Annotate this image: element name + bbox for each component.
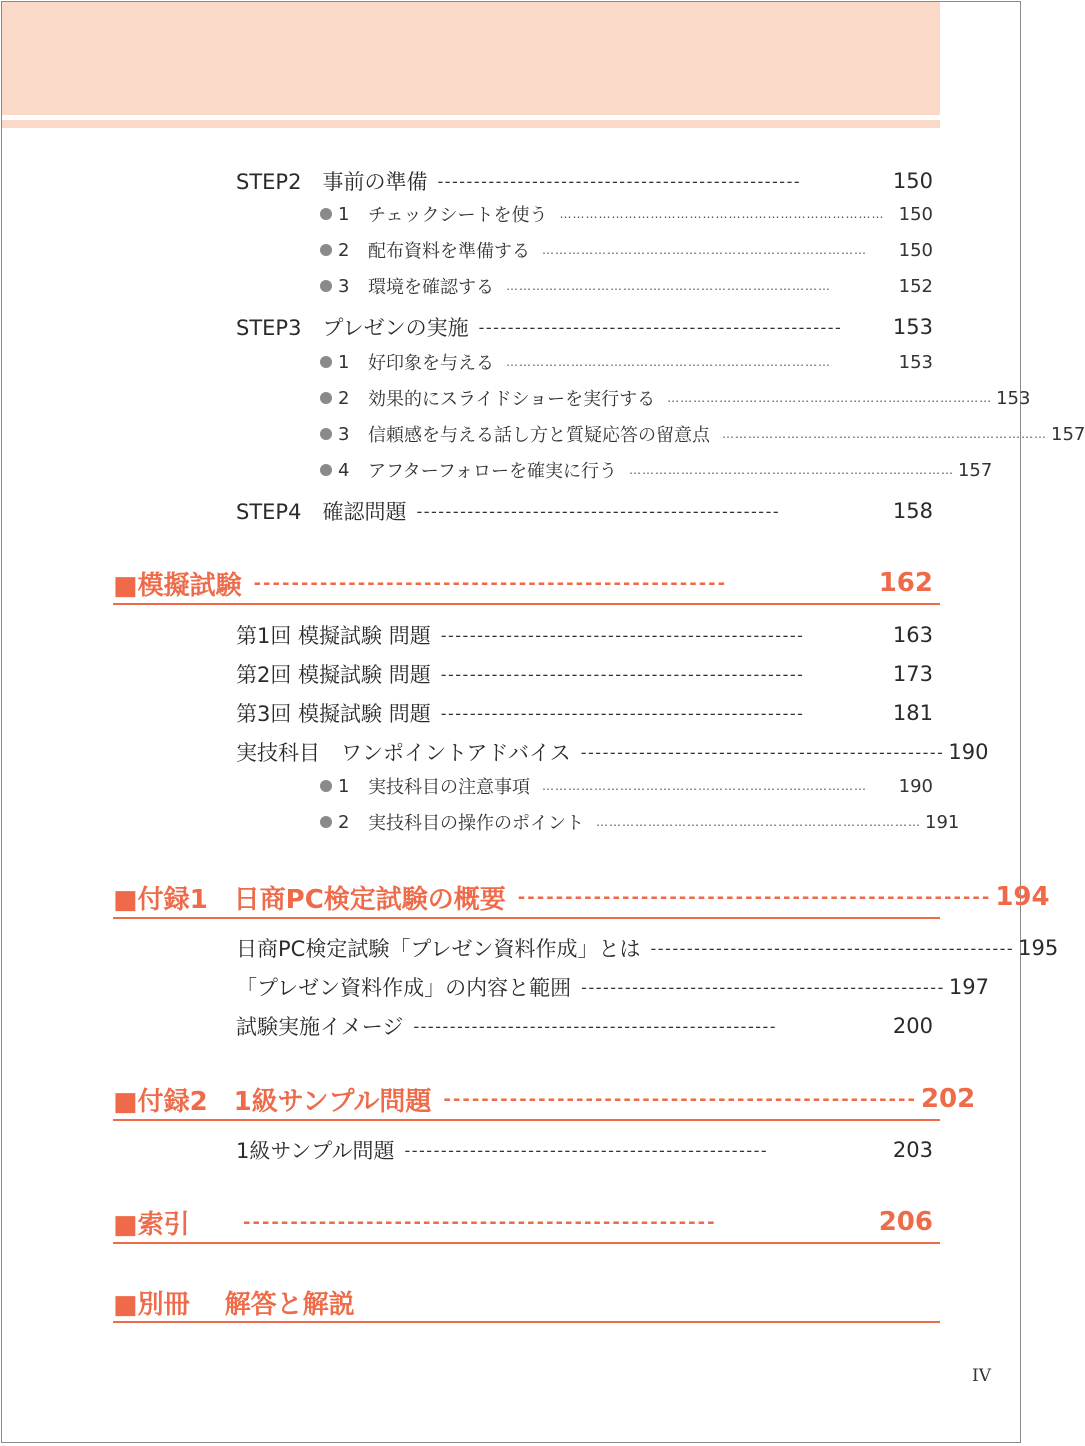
toc-sub-number: 1 (338, 775, 350, 797)
toc-section[interactable] (113, 1204, 933, 1240)
toc-section-label: ■索引 (113, 1209, 190, 1240)
toc-sub-number: 2 (338, 387, 350, 409)
toc-entry-label: 1級サンプル問題 (236, 1139, 395, 1163)
bullet-icon (320, 244, 332, 256)
toc-page-number: 153 (996, 387, 1031, 409)
toc-entry-label: 試験実施イメージ (236, 1015, 404, 1039)
toc-page-number: 163 (892, 623, 933, 647)
toc-sub-label: 信頼感を与える話し方と質疑応答の留意点 (368, 425, 710, 446)
toc-leader: ………………………………………………………………… (722, 427, 1047, 441)
toc-section-label: ■付録1 日商PC検定試験の概要 (113, 884, 506, 915)
toc-sub-number: 3 (338, 423, 350, 445)
toc-page-number: 150 (898, 239, 933, 261)
toc-entry[interactable] (236, 972, 989, 1002)
page-folio: IV (972, 1366, 991, 1386)
toc-subitem[interactable] (320, 456, 993, 484)
toc-sub-label: 配布資料を準備する (368, 241, 530, 262)
toc-step[interactable] (236, 166, 933, 196)
bullet-icon (320, 428, 332, 440)
toc-step[interactable] (236, 496, 933, 526)
toc-sub-label: アフターフォローを確実に行う (368, 461, 617, 482)
toc-leader: -------------------------------------------------- (517, 886, 992, 908)
toc-page-number: 202 (920, 1084, 976, 1114)
toc-page-number: 203 (892, 1138, 933, 1162)
toc-sub-label: 好印象を与える (368, 353, 494, 374)
toc-sub-label: 環境を確認する (368, 277, 494, 298)
toc-step-label: STEP4 確認問題 (236, 500, 407, 524)
header-line (2, 120, 940, 128)
toc-sub-label: 効果的にスライドショーを実行する (368, 389, 656, 410)
bullet-icon (320, 392, 332, 404)
bullet-icon (320, 464, 332, 476)
toc-page-number: 173 (892, 662, 933, 686)
header-band (2, 2, 940, 115)
bullet-icon (320, 208, 332, 220)
toc-entry-label: 日商PC検定試験「プレゼン資料作成」とは (236, 937, 641, 961)
toc-step-label: STEP3 プレゼンの実施 (236, 316, 469, 340)
toc-entry-label: 「プレゼン資料作成」の内容と範囲 (236, 976, 572, 1000)
toc-section-label: ■模擬試験 (113, 570, 242, 601)
toc-entry[interactable] (236, 659, 933, 689)
toc-leader: ………………………………………………………………… (542, 779, 867, 793)
toc-page-number: 190 (948, 740, 989, 764)
toc-page-number: 152 (898, 275, 933, 297)
toc-sub-number: 1 (338, 351, 350, 373)
toc-page-number: 157 (957, 459, 993, 481)
toc-step[interactable] (236, 312, 933, 342)
toc-subitem[interactable] (320, 200, 933, 228)
toc-leader: -------------------------------------------------- (581, 977, 945, 997)
toc-leader: -------------------------------------------------- (650, 938, 1015, 958)
toc-leader: -------------------------------------------------- (243, 1211, 717, 1233)
toc-leader: -------------------------------------------------- (478, 317, 843, 337)
toc-entry-label: 第3回 模擬試験 問題 (236, 702, 431, 726)
toc-section[interactable] (113, 1081, 976, 1117)
toc-page-number: 194 (995, 882, 1050, 912)
bullet-icon (320, 280, 332, 292)
toc-leader: -------------------------------------------------- (404, 1140, 769, 1160)
toc-entry[interactable] (236, 620, 933, 650)
toc-leader: ………………………………………………………………… (596, 815, 921, 829)
toc-step-label: STEP2 事前の準備 (236, 170, 428, 194)
toc-leader: -------------------------------------------------- (440, 625, 805, 645)
toc-entry[interactable] (236, 1011, 933, 1041)
toc-subitem[interactable] (320, 272, 933, 300)
toc-leader: ………………………………………………………………… (667, 391, 993, 405)
toc-page-number: 150 (892, 169, 933, 193)
toc-section[interactable] (113, 879, 1050, 915)
toc-sub-label: 実技科目の注意事項 (368, 777, 530, 798)
toc-sub-number: 3 (338, 275, 350, 297)
toc-entry-label: 実技科目 ワンポイントアドバイス (236, 741, 571, 765)
toc-subitem[interactable] (320, 420, 1085, 448)
toc-sub-number: 1 (338, 203, 350, 225)
toc-leader: -------------------------------------------------- (440, 664, 805, 684)
toc-page-number: 162 (878, 568, 933, 598)
toc-section[interactable] (113, 565, 933, 601)
bullet-icon (320, 780, 332, 792)
toc-entry[interactable] (236, 1135, 933, 1165)
toc-leader: ………………………………………………………………… (628, 463, 954, 477)
toc-entry-label: 第1回 模擬試験 問題 (236, 624, 431, 648)
toc-leader: -------------------------------------------------- (580, 742, 945, 762)
toc-subitem[interactable] (320, 808, 960, 836)
toc-page-number: 206 (878, 1207, 933, 1237)
section-rule (113, 1242, 940, 1244)
toc-page-number: 158 (892, 499, 933, 523)
toc-leader: -------------------------------------------------- (437, 171, 802, 191)
toc-page-number: 153 (892, 315, 933, 339)
toc-page-number: 190 (898, 775, 933, 797)
toc-section-label: ■付録2 1級サンプル問題 (113, 1086, 432, 1117)
bullet-icon (320, 816, 332, 828)
toc-page-number: 197 (948, 975, 989, 999)
toc-leader: -------------------------------------------------- (416, 501, 781, 521)
toc-subitem[interactable] (320, 348, 933, 376)
toc-leader: -------------------------------------------------- (443, 1088, 917, 1110)
toc-leader: ………………………………………………………………… (506, 279, 831, 293)
toc-section[interactable] (113, 1284, 933, 1320)
toc-page-number: 200 (892, 1014, 933, 1038)
toc-sub-number: 2 (338, 239, 350, 261)
toc-entry[interactable] (236, 933, 1059, 963)
toc-section-label: ■別冊 解答と解説 (113, 1289, 355, 1320)
toc-leader: -------------------------------------------------- (253, 572, 728, 594)
section-rule (113, 917, 940, 919)
toc-leader: ………………………………………………………………… (506, 355, 831, 369)
toc-page-number: 195 (1018, 936, 1059, 960)
toc-sub-number: 2 (338, 811, 350, 833)
toc-page-number: 191 (925, 811, 960, 833)
section-rule (113, 1119, 940, 1121)
toc-entry[interactable] (236, 698, 933, 728)
toc-entry-label: 第2回 模擬試験 問題 (236, 663, 431, 687)
toc-page-number: 153 (898, 351, 933, 373)
toc-subitem[interactable] (320, 772, 933, 800)
toc-subitem[interactable] (320, 236, 933, 264)
section-rule (113, 1321, 940, 1323)
toc-leader: ………………………………………………………………… (559, 207, 885, 221)
toc-leader: ………………………………………………………………… (542, 243, 867, 257)
toc-page-number: 157 (1051, 423, 1085, 445)
section-rule (113, 603, 940, 605)
toc-entry[interactable] (236, 737, 989, 767)
toc-subitem[interactable] (320, 384, 1031, 412)
toc-sub-label: 実技科目の操作のポイント (368, 813, 584, 834)
toc-page-number: 181 (892, 701, 933, 725)
toc-leader: -------------------------------------------------- (413, 1016, 778, 1036)
toc-leader: -------------------------------------------------- (440, 703, 805, 723)
toc-sub-label: チェックシートを使う (368, 205, 548, 226)
bullet-icon (320, 356, 332, 368)
toc-page-number: 150 (898, 203, 933, 225)
toc-sub-number: 4 (338, 459, 350, 481)
